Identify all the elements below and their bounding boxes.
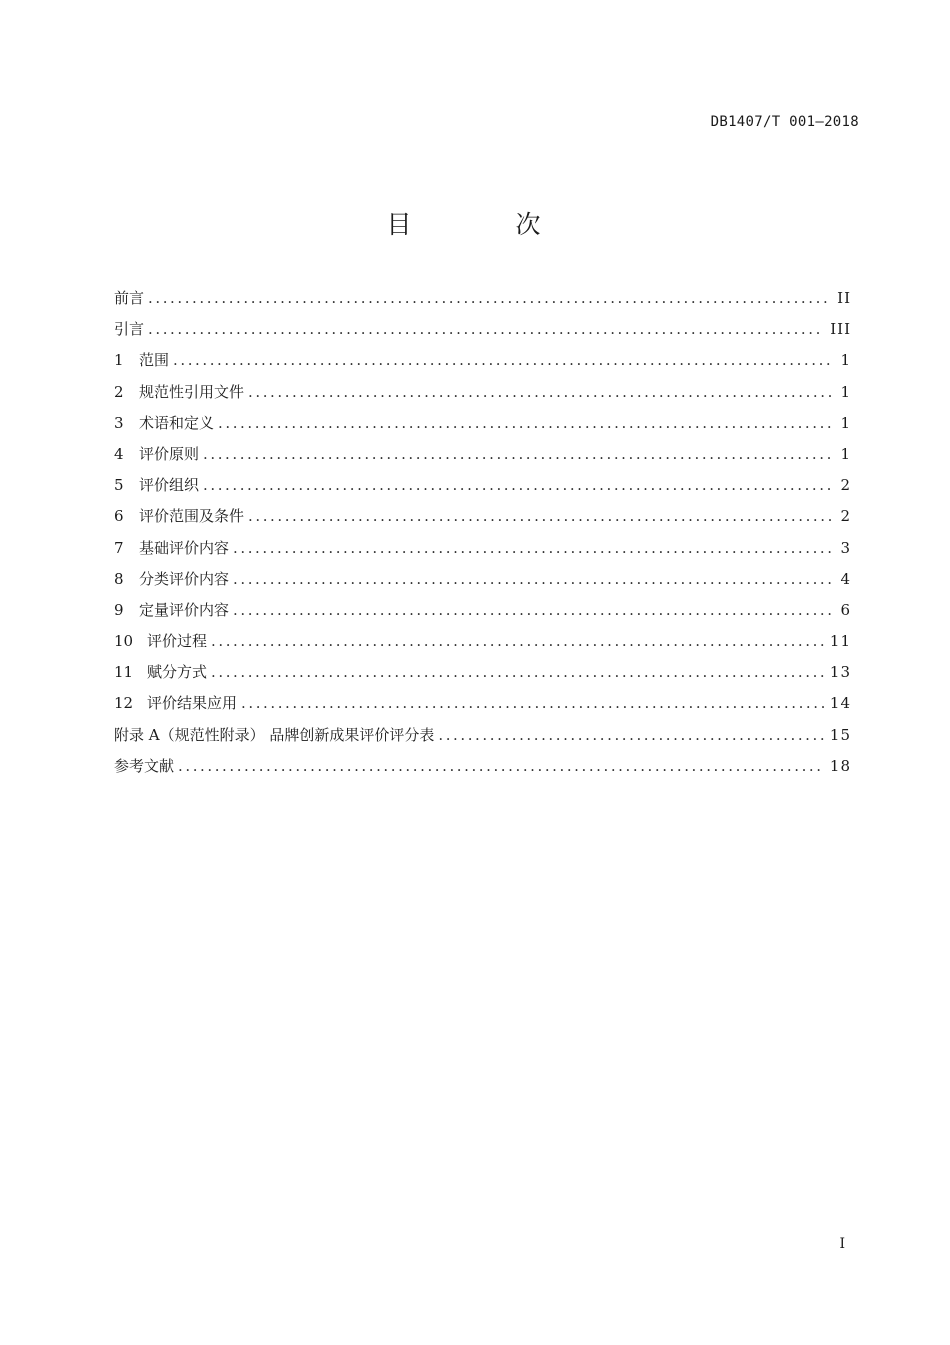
toc-dot-leader [233,537,834,560]
toc-entry-9[interactable] [114,599,851,630]
toc-page-number: II [837,289,851,307]
table-of-contents [114,287,851,786]
toc-label: 赋分方式 [147,663,208,682]
toc-section-number: 5 [114,476,124,495]
toc-section-number: 3 [114,413,124,432]
toc-dot-leader [211,661,824,684]
toc-section-number: 9 [114,600,124,619]
document-code: DB1407/T 001—2018 [710,114,859,130]
toc-entry-11[interactable] [114,661,851,692]
page-title: 目 次 [386,210,589,239]
toc-label: 范围 [139,351,170,370]
toc-entry-4[interactable] [114,443,851,474]
toc-label: 评价结果应用 [147,694,238,713]
toc-section-number: 1 [114,351,124,370]
toc-label: 术语和定义 [139,413,215,432]
toc-page-number: 11 [829,632,851,651]
toc-page-number: 2 [840,476,851,495]
toc-section-number: 8 [114,569,124,588]
toc-entry-references[interactable] [114,755,851,786]
toc-dot-leader [233,568,834,591]
toc-dot-leader [178,755,824,778]
toc-page-number: 14 [829,694,851,713]
toc-dot-leader [203,474,834,497]
toc-section-number: 12 [114,694,134,713]
toc-dot-leader [148,287,831,310]
toc-page-number: 2 [840,507,851,526]
toc-dot-leader [148,318,824,341]
toc-page-number: 15 [829,725,851,744]
toc-dot-leader [248,381,834,404]
toc-dot-leader [241,692,824,715]
toc-page-number: 6 [840,600,851,619]
toc-page-number: III [830,320,851,339]
toc-page-number: 1 [840,351,851,370]
toc-dot-leader [438,724,824,747]
toc-dot-leader [233,599,834,622]
toc-entry-7[interactable] [114,537,851,568]
toc-entry-foreword[interactable] [114,287,851,318]
toc-dot-leader [248,505,834,528]
toc-entry-8[interactable] [114,568,851,599]
toc-page-number: 4 [840,569,851,588]
toc-entry-12[interactable] [114,692,851,723]
toc-label: 定量评价内容 [139,600,230,619]
toc-section-number: 4 [114,444,124,463]
toc-entry-5[interactable] [114,474,851,505]
toc-section-number: 2 [114,382,124,401]
toc-label: 评价组织 [139,476,200,495]
toc-entry-appendix-a[interactable] [114,724,851,755]
toc-label: 引言 [114,320,145,339]
toc-label: 评价过程 [147,632,208,651]
toc-section-number: 6 [114,507,124,526]
toc-label: 规范性引用文件 [139,382,245,401]
toc-dot-leader [173,349,834,372]
toc-page-number: 1 [840,382,851,401]
toc-label: 附录 A（规范性附录） 品牌创新成果评价评分表 [114,725,435,744]
toc-label: 评价原则 [139,444,200,463]
toc-dot-leader [211,630,824,653]
toc-section-number: 7 [114,538,124,557]
toc-page-number: 13 [829,663,851,682]
toc-entry-2[interactable] [114,381,851,412]
toc-label: 评价范围及条件 [139,507,245,526]
toc-label: 基础评价内容 [139,538,230,557]
toc-page-number: 18 [829,756,851,775]
toc-page-number: 3 [840,538,851,557]
toc-entry-introduction[interactable] [114,318,851,349]
toc-entry-10[interactable] [114,630,851,661]
toc-label: 参考文献 [114,756,175,775]
toc-dot-leader [203,443,834,466]
page-number: I [839,1236,845,1252]
toc-label: 分类评价内容 [139,569,230,588]
toc-page-number: 1 [840,413,851,432]
toc-page-number: 1 [840,444,851,463]
toc-entry-1[interactable] [114,349,851,380]
toc-entry-3[interactable] [114,412,851,443]
toc-section-number: 11 [114,663,134,682]
toc-label: 前言 [114,289,145,307]
toc-entry-6[interactable] [114,505,851,536]
toc-dot-leader [218,412,834,435]
toc-section-number: 10 [114,632,134,651]
